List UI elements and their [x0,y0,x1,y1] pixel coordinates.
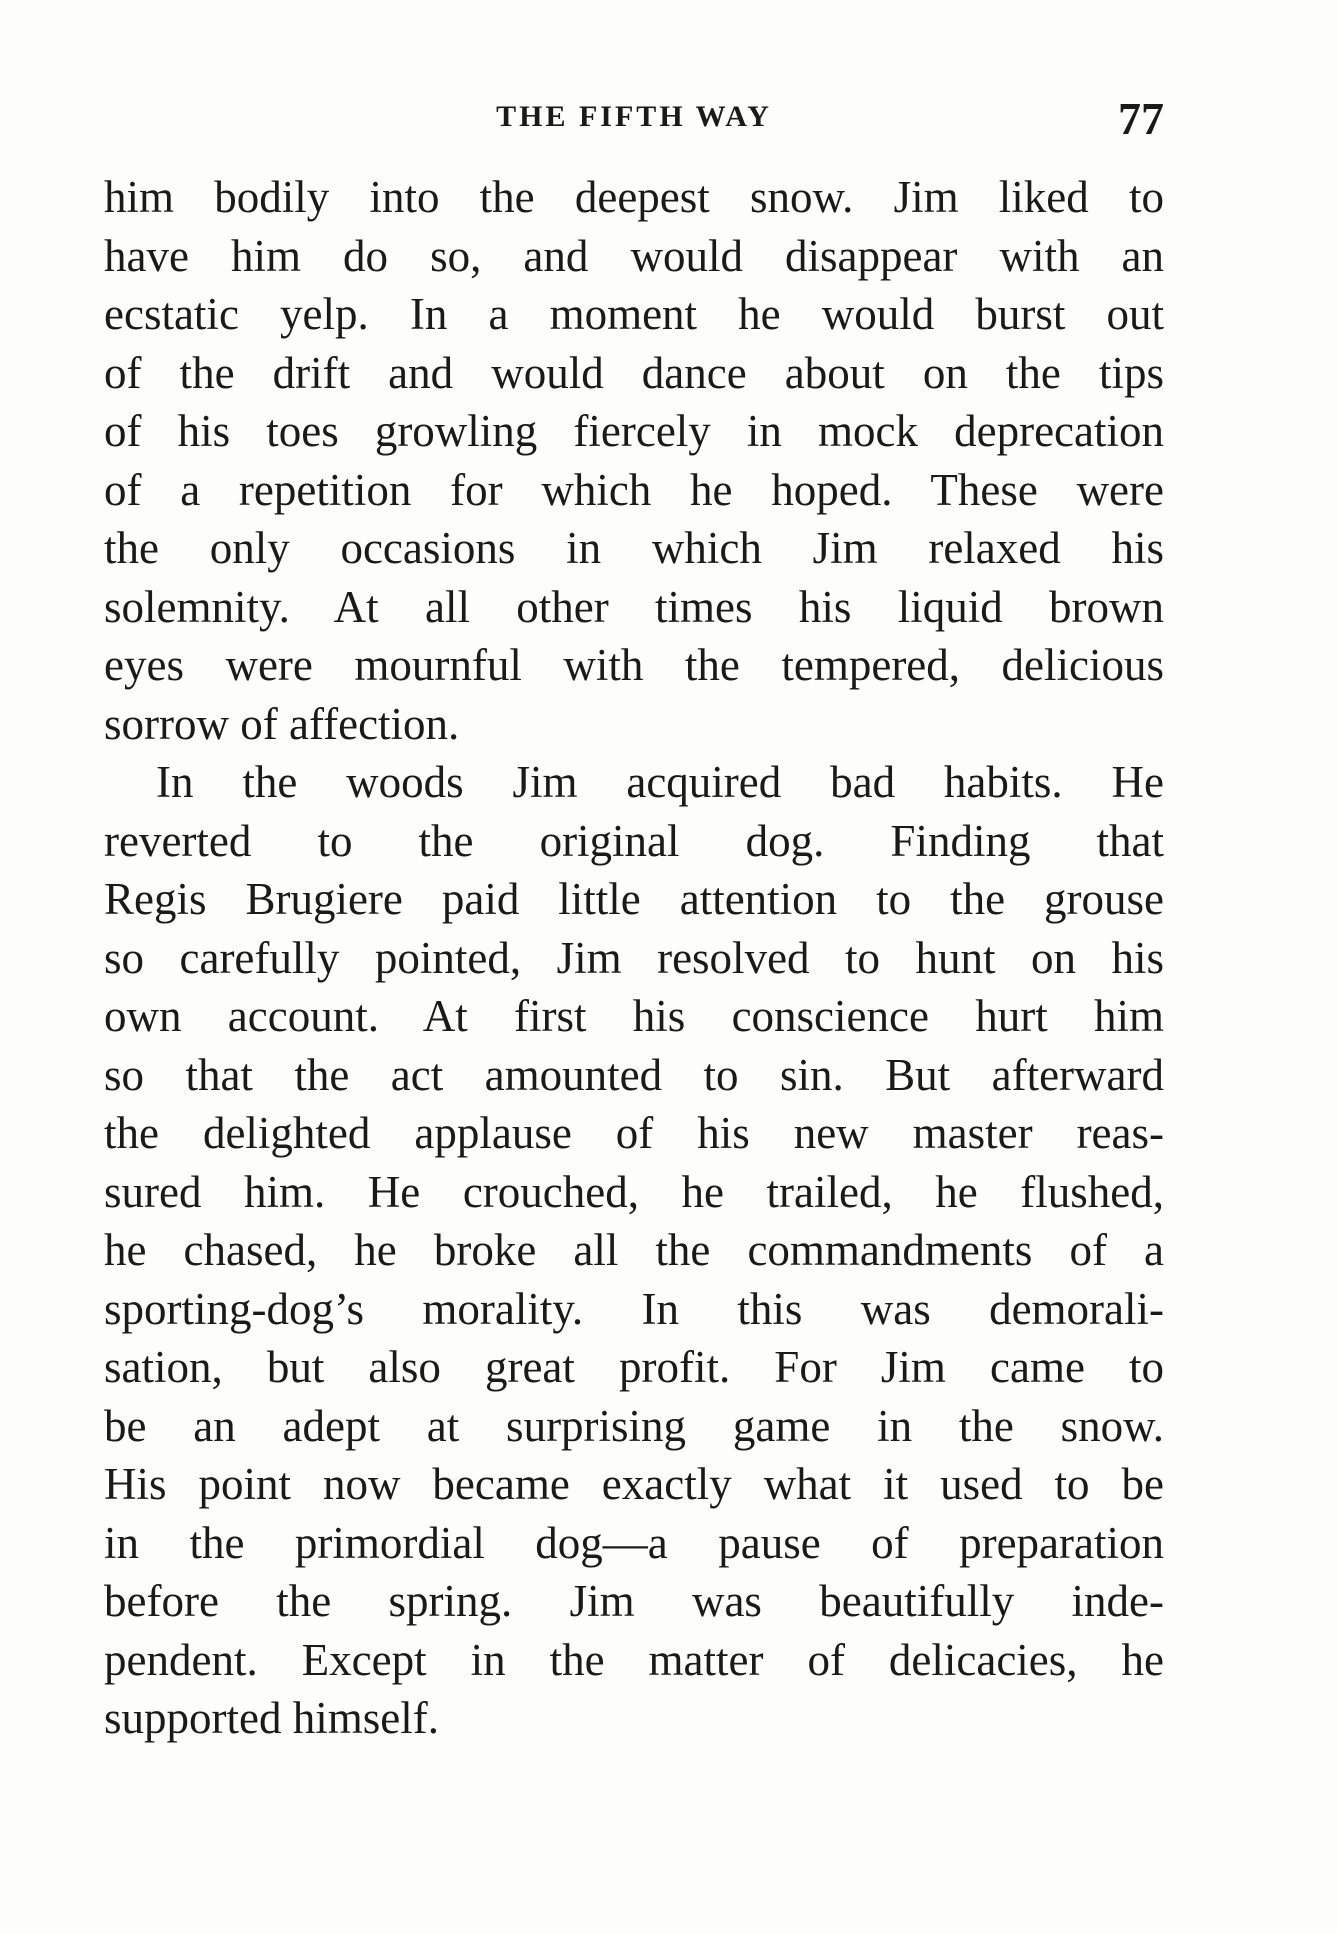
text-line: His point now became exactly what it used to be [104,1459,1164,1509]
paragraph-2 [104,753,1164,1748]
running-head [104,92,1164,152]
text-line: of the drift and would dance about on the tips [104,347,1164,398]
text-line: sation, but also great profit. For Jim came to [104,1342,1164,1392]
paragraph-1 [104,168,1164,753]
page-number: 77 [1118,93,1164,144]
text-line: eyes were mournful with the tempered, delicious [104,640,1164,690]
text-line: he chased, he broke all the commandments of a [104,1225,1164,1275]
text-line: be an adept at surprising game in the snow. [104,1400,1164,1451]
text-line: the delighted applause of his new master reas- [104,1108,1164,1158]
text-line: in the primordial dog—a pause of preparation [104,1517,1164,1568]
text-line: pendent. Except in the matter of delicacies, he [104,1634,1164,1685]
text-line: own account. At first his conscience hurt him [104,991,1164,1041]
text-line: In the woods Jim acquired bad habits. He [156,757,1164,807]
text-line: before the spring. Jim was beautifully inde- [104,1576,1164,1626]
text-line: supported himself. [104,1693,439,1743]
text-line: of a repetition for which he hoped. These were [104,464,1164,515]
text-line: him bodily into the deepest snow. Jim liked to [104,172,1164,222]
body-text [104,168,1164,1748]
text-line: of his toes growling fiercely in mock deprecation [104,406,1164,456]
text-line: so that the act amounted to sin. But afterward [104,1049,1164,1100]
text-line: solemnity. At all other times his liquid brown [104,581,1164,632]
running-title: THE FIFTH WAY [496,100,772,133]
text-line: ecstatic yelp. In a moment he would burst out [104,289,1164,339]
text-line: sured him. He crouched, he trailed, he flushed, [104,1166,1164,1217]
text-line: have him do so, and would disappear with an [104,230,1164,281]
text-line: reverted to the original dog. Finding that [104,815,1164,866]
text-line: so carefully pointed, Jim resolved to hunt on his [104,932,1164,983]
text-line: Regis Brugiere paid little attention to the grouse [104,874,1164,924]
text-line: sorrow of affection. [104,698,460,749]
text-line: sporting-dog’s morality. In this was demorali- [104,1283,1164,1334]
text-line: the only occasions in which Jim relaxed his [104,523,1164,573]
